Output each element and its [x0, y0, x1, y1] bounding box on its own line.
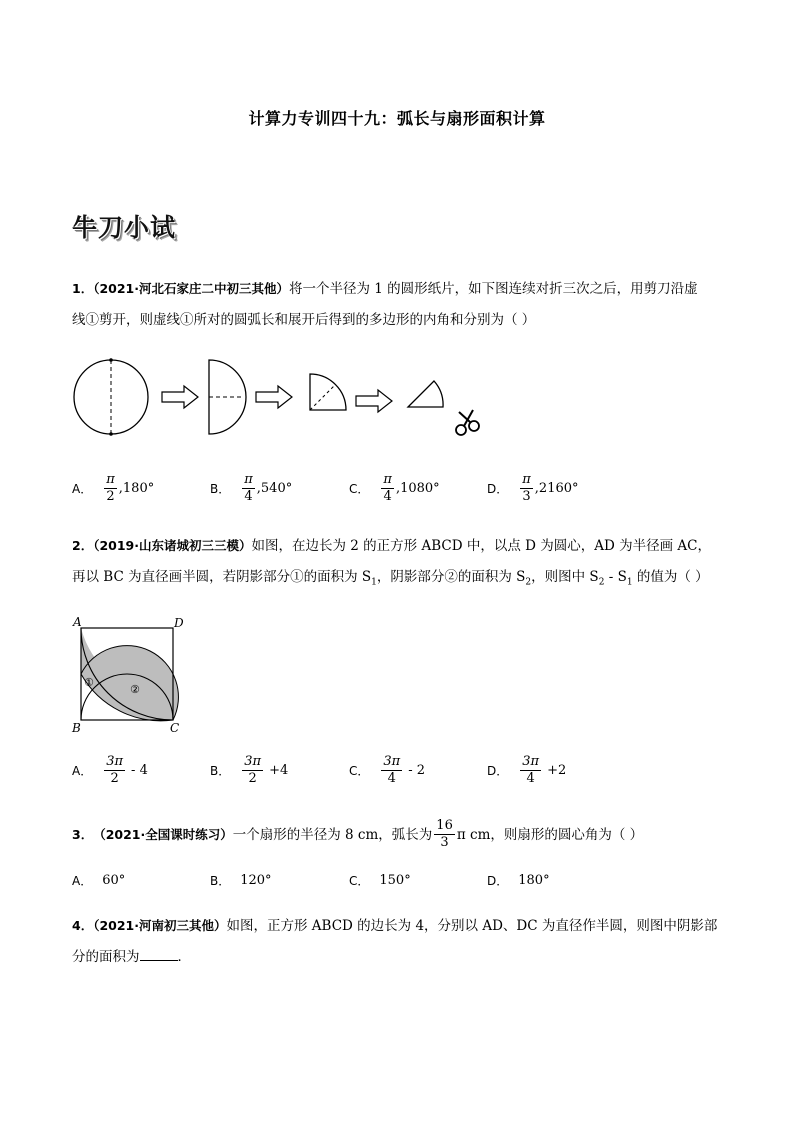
question-source: （2021·全国课时练习）	[93, 826, 233, 842]
question-1-options	[72, 472, 692, 512]
option-a[interactable]: A． 60°	[72, 873, 126, 888]
eighth-sector-shape	[408, 381, 443, 407]
label-a: A	[73, 615, 82, 629]
question-source: （2021·河南初三其他）	[93, 918, 227, 933]
option-c[interactable]: C． $\frac{3\pi}{4}$ - 2	[349, 754, 426, 786]
question-source: （2019·山东诸城初三三模）	[93, 538, 252, 553]
region-1-label: ①	[84, 676, 94, 689]
question-1	[72, 279, 732, 330]
answer-blank[interactable]	[140, 960, 178, 961]
question-source: （2021·河北石家庄二中初三其他）	[93, 281, 289, 296]
question-2-options	[72, 754, 692, 794]
question-2-line2: 再以 BC 为直径画半圆，若阴影部分①的面积为 $S_1$，阴影部分②的面积为 $S_2$，则图中 $S_2 - S_1$ 的值为（ ）	[72, 569, 709, 588]
question-text: 将一个半径为 1 的圆形纸片，如下图连续对折三次之后，用剪刀沿虚	[289, 281, 698, 297]
question-number: 1．	[72, 281, 94, 296]
option-a[interactable]: A． $\frac{\pi}{2}$ ,180°	[72, 472, 155, 504]
question-4-line1: 4．（2021·河南初三其他）如图，正方形 ABCD 的边长为 4，分别以 AD、DC 为直径作半圆，则图中阴影部	[72, 918, 718, 934]
label-c: C	[170, 721, 180, 735]
question-1-line1	[72, 279, 732, 299]
label-d: D	[174, 616, 184, 630]
question-3: 3． （2021·全国课时练习） 一个扇形的半径为 8 cm，弧长为 $\frac{16}{3}$ π cm，则扇形的圆心角为（ ）	[72, 818, 644, 850]
arrow-icon	[162, 386, 198, 408]
option-d[interactable]: D． $\frac{3\pi}{4}$ +2	[487, 754, 567, 786]
question-1-line2: 线①剪开，则虚线①所对的圆弧长和展开后得到的多边形的内角和分别为（ ）	[72, 312, 536, 328]
option-d[interactable]: D． 180°	[487, 873, 550, 888]
region-2-label: ②	[130, 683, 140, 696]
section-heading: 牛刀小试	[72, 213, 177, 242]
arc-length-fraction: $\frac{16}{3}$	[436, 818, 453, 850]
option-d[interactable]: D． $\frac{\pi}{3}$ ,2160°	[487, 472, 579, 504]
option-b[interactable]: B． 120°	[210, 873, 272, 888]
arrow-icon	[356, 390, 392, 412]
question-2	[72, 536, 732, 593]
question-2-line1: 2．（2019·山东诸城初三三模）如图，在边长为 2 的正方形 ABCD 中，以点 D 为圆心，AD 为半径画 AC，	[72, 538, 711, 554]
scissors-icon	[456, 410, 479, 435]
option-a[interactable]: A． $\frac{3\pi}{2}$ - 4	[72, 754, 148, 786]
label-b: B	[72, 721, 81, 735]
square-figure	[70, 612, 190, 736]
arrow-icon	[256, 386, 292, 408]
folding-diagram	[72, 352, 492, 444]
question-3-options	[72, 872, 692, 892]
question-4-line2: 分的面积为 ．	[72, 949, 191, 965]
option-b[interactable]: B． $\frac{3\pi}{2}$ +4	[210, 754, 289, 786]
page-title: 计算力专训四十九：弧长与扇形面积计算	[248, 109, 546, 128]
option-c[interactable]: C． 150°	[349, 873, 411, 888]
option-b[interactable]: B． $\frac{\pi}{4}$ ,540°	[210, 472, 293, 504]
question-4	[72, 916, 732, 967]
option-c[interactable]: C． $\frac{\pi}{4}$ ,1080°	[349, 472, 440, 504]
